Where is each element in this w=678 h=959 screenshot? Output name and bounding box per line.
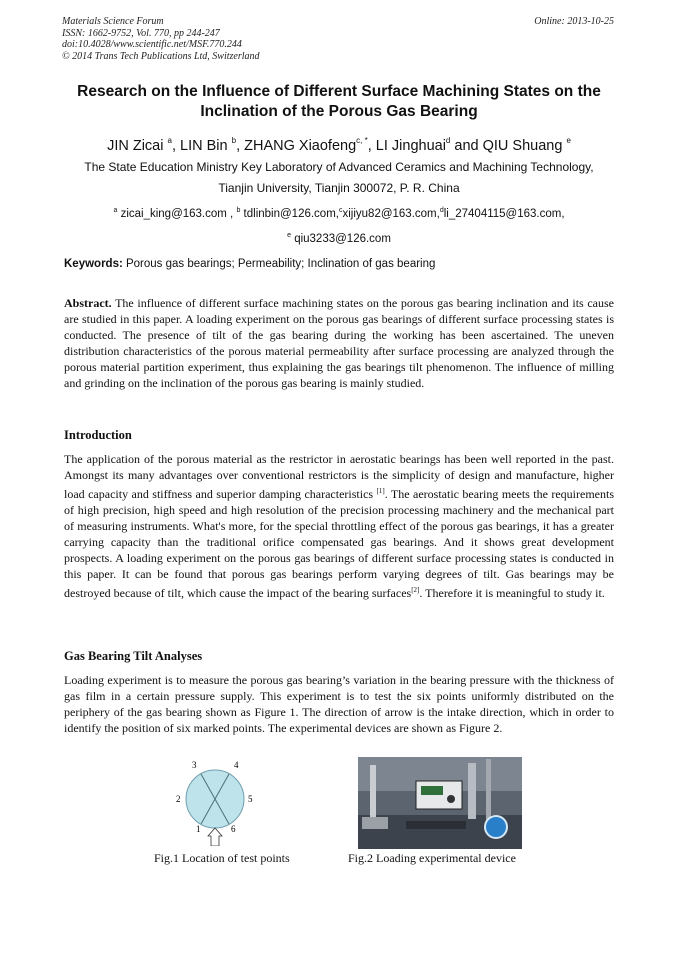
online-date: Online: 2013-10-25 (534, 16, 614, 27)
introduction-paragraph (64, 451, 614, 601)
tilt-paragraph: Loading experiment is to measure the porous gas bearing’s variation in the bearing pressure with the thickness of gas film in a certain pressure supply. This experiment is to test the six points uniformly distributed on the periphery of the gas bearing shown as Figure 1. The direction of arrow is the intake direction, which in order to identify the position of six marked points. The experimental devices are shown as Figure 2. (64, 673, 614, 735)
author-sup: b (231, 136, 237, 145)
author-sup: d (445, 136, 451, 145)
abstract-label: Abstract. (64, 296, 112, 310)
device-base (362, 817, 388, 829)
intro-text: . The aerostatic bearing meets the requirements of high precision, high speed and high resolution of the precision processing machinery and the mechanical part of measuring instruments. What's more, for the special throttling effect of the porous gas bearings, it has a greater carrying capacity than the traditional orifice compensated gas bearings. And it shows great development prospects. A loading experiment on the porous gas bearings of different surface processing states is conducted in this paper. It can be found that porous gas bearings perform varying degrees of tilt. Gas bearings may be destroyed because of tilt, which cause the impact of the bearing surfaces (64, 487, 614, 600)
email-sup: a (113, 207, 118, 214)
journal-issn: ISSN: 1662-9752, Vol. 770, pp 244-247 (62, 27, 220, 39)
section-heading-tilt-analyses: Gas Bearing Tilt Analyses (64, 649, 203, 663)
paper-title (50, 82, 628, 122)
intro-text: The application of the porous material as the restrictor in aerostatic bearings has been well reported in the past. Amongst its many advantages over conventional restrictors is the simplicity of design and manufacture, higher load capacity and stiffness and superior damping characteristics (64, 452, 614, 501)
abstract (64, 295, 614, 391)
author-name: LIN Bin (180, 138, 232, 154)
author-sep: , (367, 138, 376, 154)
journal-name: Materials Science Forum (62, 16, 164, 27)
author-name: JIN Zicai (107, 138, 168, 154)
pressure-gauge-icon (485, 816, 507, 838)
email-list (50, 200, 628, 250)
journal-doi: doi:10.4028/www.scientific.net/MSF.770.244 (62, 39, 242, 50)
display-panel (421, 786, 443, 795)
gauge-stand (468, 763, 476, 819)
email-line-1 (50, 200, 628, 225)
knob-icon (447, 795, 455, 803)
author-sup: e (566, 136, 571, 145)
keywords (64, 258, 435, 270)
author-sep: , (171, 138, 181, 154)
author-list (40, 131, 638, 156)
intake-arrow-icon (208, 828, 222, 846)
title-line-1: Research on the Influence of Different Surface Machining States on the (77, 83, 601, 100)
journal-copyright: © 2014 Trans Tech Publications Ltd, Switzerland (62, 50, 260, 62)
affiliation (50, 157, 628, 199)
email-d[interactable]: li_27404115@163.com, (443, 208, 565, 220)
point-label: 5 (248, 794, 253, 804)
intro-text: . Therefore it is meaningful to study it. (419, 586, 605, 600)
email-line-2 (50, 225, 628, 250)
figure-2-device-photo (358, 757, 522, 849)
point-label: 4 (234, 760, 239, 770)
title-line-2: Inclination of the Porous Gas Bearing (200, 103, 478, 120)
column (486, 759, 491, 821)
point-label: 1 (196, 824, 201, 834)
figure-1-test-points (174, 758, 256, 846)
email-c[interactable]: xijiyu82@163.com, (342, 208, 440, 220)
keywords-text: Porous gas bearings; Permeability; Inclination of gas bearing (122, 258, 436, 270)
email-sup: c (338, 207, 343, 214)
keywords-label: Keywords: (64, 258, 123, 270)
email-sup: d (439, 207, 444, 214)
figure-1-caption: Fig.1 Location of test points (154, 851, 290, 865)
point-label: 6 (231, 824, 236, 834)
email-sup: e (287, 232, 291, 239)
author-sep: and (450, 138, 483, 154)
author-name: QIU Shuang (482, 138, 567, 154)
email-sup: b (236, 207, 241, 214)
point-label: 2 (176, 794, 181, 804)
platform (406, 821, 466, 829)
email-b[interactable]: tdlinbin@126.com, (240, 208, 339, 220)
point-label: 3 (192, 760, 197, 770)
author-name: LI Jinghuai (375, 138, 446, 154)
figure-2-caption: Fig.2 Loading experimental device (348, 851, 516, 865)
email-a[interactable]: zicai_king@163.com , (117, 208, 234, 220)
journal-header (62, 16, 260, 62)
abstract-text: The influence of different surface machining states on the porous gas bearing inclination and its cause are studied in this paper. A loading experiment on the porous gas bearings of different surface processing states is conducted. The presence of tilt of the gas bearing during the working has been ascertained. The uneven distribution characteristics of the porous material permeability after surface processing are analyzed through the porous material partition experiment, thus explaining the gas bearings tilt phenomenon. The influence of milling and grinding on the inclination of the porous gas bearing is mainly studied. (64, 296, 614, 390)
author-sup: a (167, 136, 172, 145)
affiliation-line-2: Tianjin University, Tianjin 300072, P. R. China (218, 181, 460, 195)
section-heading-introduction: Introduction (64, 428, 132, 442)
author-name: ZHANG Xiaofeng (244, 138, 357, 154)
author-sep: , (236, 138, 245, 154)
citation-ref[interactable]: [1] (376, 487, 385, 495)
citation-ref[interactable]: [2] (411, 586, 420, 594)
author-sup: c, * (356, 136, 368, 145)
affiliation-line-1: The State Education Ministry Key Laboratory of Advanced Ceramics and Machining Technology, (84, 160, 594, 174)
device-stand (370, 765, 376, 825)
email-e[interactable]: qiu3233@126.com (291, 233, 391, 245)
